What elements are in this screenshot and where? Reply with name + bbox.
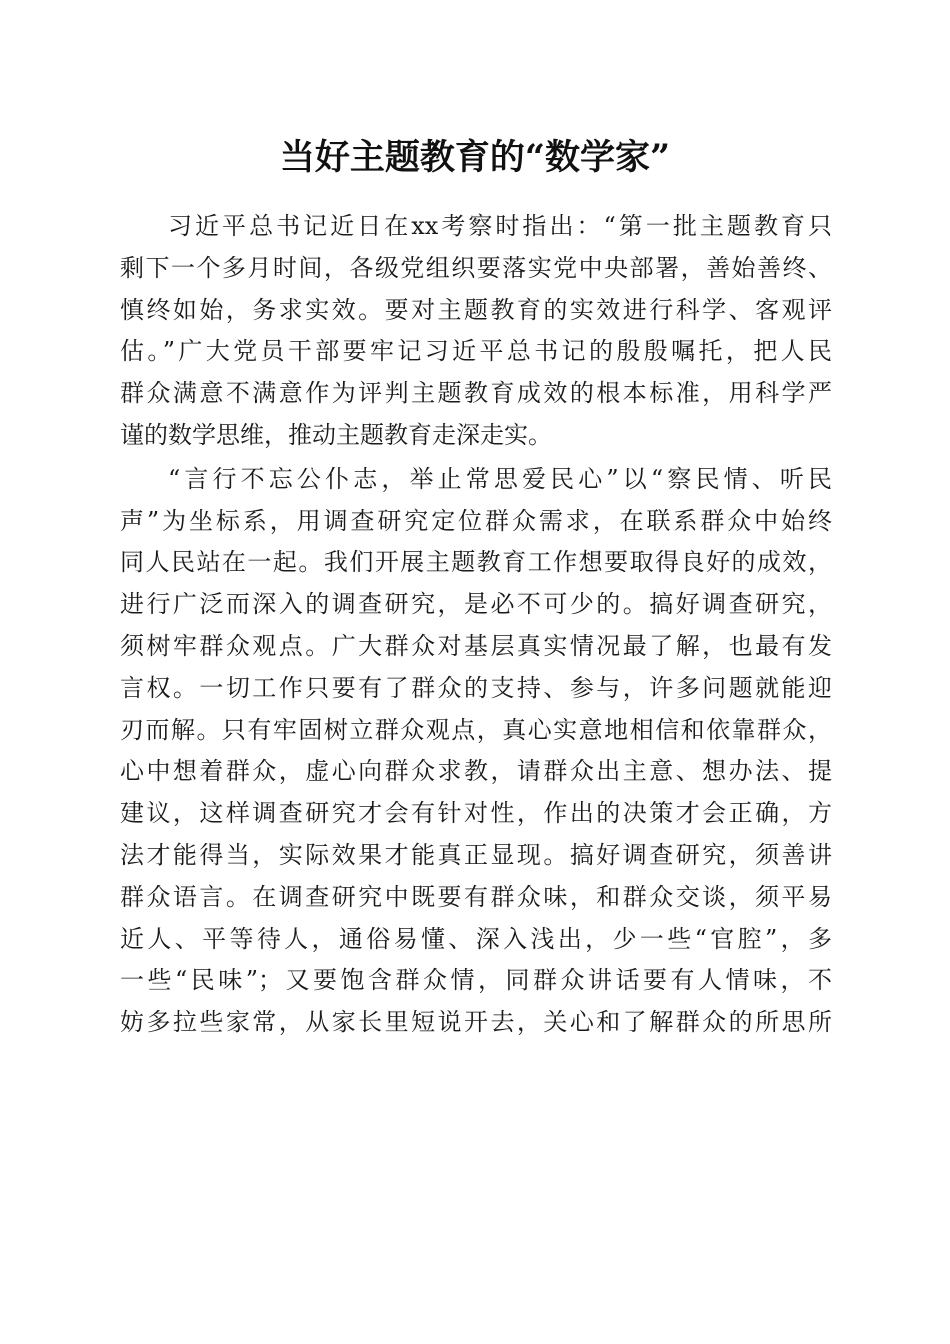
paragraph-line: 谨的数学思维，推动主题教育走深走实。 (120, 420, 552, 449)
paragraph-line: 心中想着群众，虚心向群众求教，请群众出主意、想办法、提 (120, 757, 832, 786)
paragraph-line: 同人民站在一起。我们开展主题教育工作想要取得良好的成效， (120, 548, 832, 577)
paragraph-line: 妨多拉些家常，从家长里短说开去，关心和了解群众的所思所 (120, 1008, 832, 1037)
paragraph-line: 进行广泛而深入的调查研究，是必不可少的。搞好调查研究， (120, 590, 832, 619)
paragraph-line: 法才能得当，实际效果才能真正显现。搞好调查研究，须善讲 (120, 840, 832, 869)
paragraph-line: “言行不忘公仆志，举止常思爱民心”以“察民情、听民 (168, 464, 832, 493)
paragraph-1 (120, 206, 832, 457)
paragraph-line: 群众语言。在调查研究中既要有群众味，和群众交谈，须平易 (120, 882, 832, 911)
document-body (120, 206, 832, 1044)
paragraph-line: 剩下一个多月时间，各级党组织要落实党中央部署，善始善终、 (120, 253, 832, 282)
paragraph-line: 声”为坐标系，用调查研究定位群众需求，在联系群众中始终 (120, 506, 832, 535)
paragraph-line: 估。”广大党员干部要牢记习近平总书记的殷殷嘱托，把人民 (120, 337, 832, 366)
paragraph-line: 建议，这样调查研究才会有针对性，作出的决策才会正确，方 (120, 799, 832, 828)
paragraph-line: 须树牢群众观点。广大群众对基层真实情况最了解，也最有发 (120, 631, 832, 660)
paragraph-line: 慎终如始，务求实效。要对主题教育的实效进行科学、客观评 (120, 295, 832, 324)
document-title: 当好主题教育的“数学家” (279, 137, 671, 178)
paragraph-line: 言权。一切工作只要有了群众的支持、参与，许多问题就能迎 (120, 673, 832, 702)
paragraph-line: 近人、平等待人，通俗易懂、深入浅出，少一些“官腔”，多 (120, 924, 832, 953)
paragraph-line: 一些“民味”；又要饱含群众情，同群众讲话要有人情味，不 (120, 966, 832, 995)
paragraph-line: 群众满意不满意作为评判主题教育成效的根本标准，用科学严 (120, 379, 832, 408)
paragraph-line: 刃而解。只有牢固树立群众观点，真心实意地相信和依靠群众， (120, 715, 832, 744)
paragraph-line: 习近平总书记近日在xx考察时指出：“第一批主题教育只 (168, 212, 832, 240)
paragraph-2 (120, 459, 832, 1044)
